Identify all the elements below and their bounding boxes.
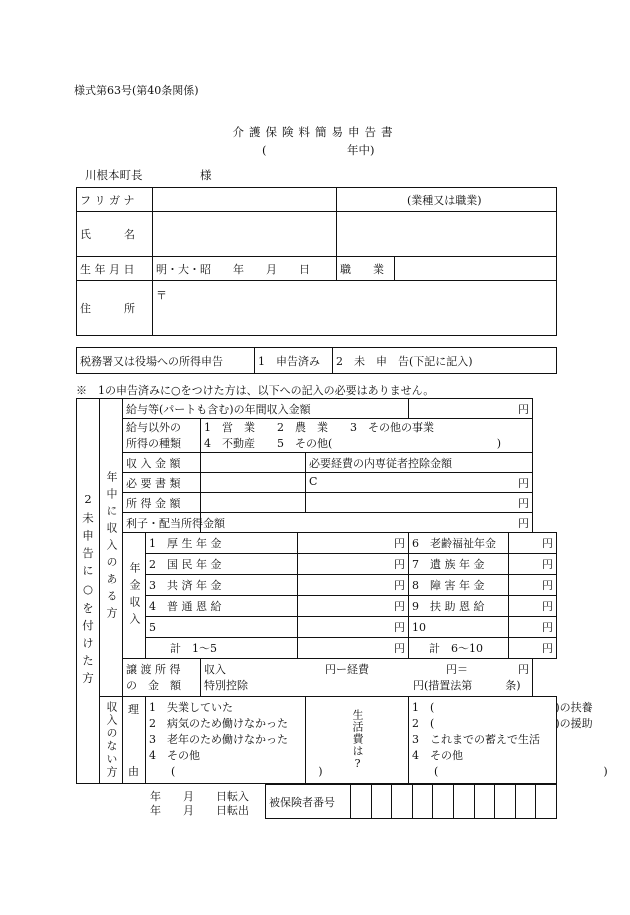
tax-filing-label: 税務署又は役場への所得申告 (77, 348, 255, 374)
business-field[interactable] (337, 212, 557, 257)
no-income-side-label: 収入のない方 (100, 697, 123, 784)
pension-9-label: 9 扶 助 恩 給 (409, 596, 509, 617)
form-number: 様式第63号(第40条関係) (74, 84, 199, 97)
pension-4-field[interactable]: 円 (298, 596, 409, 617)
pension-2-label: 2 国 民 年 金 (146, 554, 298, 575)
income-amount-field[interactable] (201, 453, 306, 473)
pension-10-label: 10 (409, 617, 509, 638)
insured-digit[interactable] (495, 785, 516, 819)
pension-4-label: 4 普 通 恩 給 (146, 596, 298, 617)
address-field[interactable]: 〒 (153, 281, 557, 336)
pension-8-field[interactable]: 円 (509, 575, 557, 596)
transfer-income-field[interactable]: 収入 円ー経費 円＝ 円 特別控除 円(措置法第 条) (201, 659, 533, 697)
personal-info-table (76, 187, 557, 336)
expenses-label: 必 要 書 類 (123, 473, 201, 493)
living-options[interactable]: 1 ( )の扶養 2 ( )の援助 3 これまでの蓄えで生活 4 その他 ( ) (409, 697, 557, 784)
business-label: (業種又は職業) (337, 188, 557, 212)
insured-digit[interactable] (371, 785, 392, 819)
other-income-kind-label: 給与以外の 所得の種類 (123, 419, 201, 453)
pension-1-field[interactable]: 円 (298, 533, 409, 554)
insured-digit[interactable] (515, 785, 536, 819)
year-label: ( 年中) (262, 143, 375, 157)
pension-5-label: 5 (146, 617, 298, 638)
pension-side-label: 年金収入 (123, 533, 146, 659)
birth-field[interactable]: 明・大・昭 年 月 日 (153, 257, 337, 281)
insured-digit[interactable] (474, 785, 495, 819)
job-label: 職 業 (337, 257, 395, 281)
income-amount-label: 収 入 金 額 (123, 453, 201, 473)
net-income-yen: 円 (306, 493, 533, 513)
reason-label: 理 由 (123, 697, 146, 784)
income-table (76, 398, 608, 784)
tax-filing-table (76, 347, 557, 374)
pension-sum-right-field[interactable]: 円 (509, 638, 557, 659)
addressee: 川根本町長 様 (85, 168, 212, 182)
tax-option-unfiled[interactable]: 2 未 申 告(下記に記入) (333, 348, 557, 374)
pension-7-field[interactable]: 円 (509, 554, 557, 575)
tax-option-filed[interactable]: 1 申告済み (255, 348, 333, 374)
living-side-label: 生活費は? (306, 697, 409, 784)
pension-9-field[interactable]: 円 (509, 596, 557, 617)
pension-6-label: 6 老齢福祉年金 (409, 533, 509, 554)
dividend-field[interactable]: 円 (201, 513, 533, 533)
net-income-label: 所 得 金 額 (123, 493, 201, 513)
pension-6-field[interactable]: 円 (509, 533, 557, 554)
transfer-income-label: 譲 渡 所 得 の 金 額 (123, 659, 201, 697)
reason-options[interactable]: 1 失業していた 2 病気のため働けなかった 3 老年のため働けなかった 4 その他 ( ) (146, 697, 306, 784)
form-title: 介護保険料簡易申告書 (232, 125, 398, 139)
birth-label: 生 年 月 日 (77, 257, 153, 281)
insured-digit[interactable] (392, 785, 413, 819)
pension-1-label: 1 厚 生 年 金 (146, 533, 298, 554)
pension-2-field[interactable]: 円 (298, 554, 409, 575)
insured-number-table (265, 784, 557, 819)
pension-5-field[interactable]: 円 (298, 617, 409, 638)
address-label: 住 所 (77, 281, 153, 336)
insured-digit[interactable] (412, 785, 433, 819)
name-label: 氏 名 (77, 212, 153, 257)
move-dates (150, 790, 249, 818)
income-side-label: 年中に収入のある方 (100, 399, 123, 697)
pension-7-label: 7 遺 族 年 金 (409, 554, 509, 575)
pension-3-label: 3 共 済 年 金 (146, 575, 298, 596)
pension-8-label: 8 障 害 年 金 (409, 575, 509, 596)
pension-3-field[interactable]: 円 (298, 575, 409, 596)
deduction-field[interactable]: C 円 (306, 473, 533, 493)
other-income-options[interactable]: 1 営 業 2 農 業 3 その他の事業 4 不動産 5 その他( ) (201, 419, 533, 453)
furigana-label: フ リ ガ ナ (77, 188, 153, 212)
furigana-field[interactable] (153, 188, 337, 212)
job-field[interactable] (395, 257, 557, 281)
insured-number-label: 被保険者番号 (266, 785, 351, 819)
instruction-note: ※ 1の申告済みに○をつけた方は、以下への記入の必要はありません。 (76, 384, 435, 397)
pension-10-field[interactable]: 円 (509, 617, 557, 638)
salary-label: 給与等(パートも含む)の年間収入金額 (123, 399, 409, 419)
move-in-date: 年 月 日転入 (150, 790, 249, 803)
insured-digit[interactable] (536, 785, 557, 819)
pension-sum-left-label: 計 1〜5 (146, 638, 298, 659)
deduction-label: 必要経費の内専従者控除金額 (306, 453, 533, 473)
name-field[interactable] (153, 212, 337, 257)
pension-sum-left-field[interactable]: 円 (298, 638, 409, 659)
dividend-label: 利子・配当所得金額 (123, 513, 201, 533)
move-out-date: 年 月 日転出 (150, 804, 249, 817)
expenses-field[interactable] (201, 473, 306, 493)
insured-digit[interactable] (453, 785, 474, 819)
pension-sum-right-label: 計 6〜10 (409, 638, 509, 659)
insured-digit[interactable] (433, 785, 454, 819)
insured-digit[interactable] (351, 785, 372, 819)
unfiled-side-label: 2未申告に○を付けた方 (77, 399, 100, 784)
salary-field[interactable]: 円 (409, 399, 533, 419)
net-income-field[interactable] (201, 493, 306, 513)
